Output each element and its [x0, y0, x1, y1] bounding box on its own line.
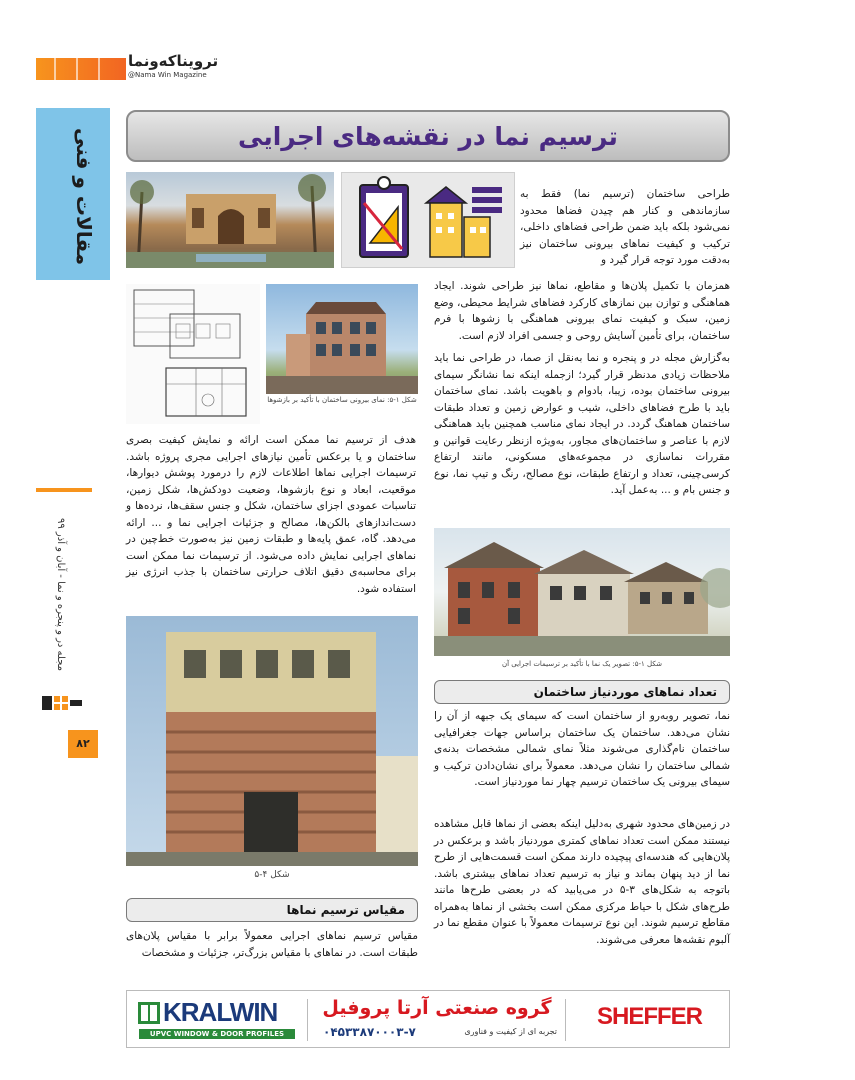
section-heading-facade-count [434, 680, 730, 704]
body-paragraph-2: هدف از ترسیم نما ممکن است ارائه و نمایش کیفیت بصری ساختمان و یا برعکس تأمین نیازهای اجرایی مجری پروژه باشد. ترسیمات اجرایی نماها اطلاعات لازم را درمورد پوشش دیوارها، موقعیت، ابعاد و نوع بازشوها، وضعیت دودکش‌ها، شکل زمین، تناسبات عمودی اجزای ساختمان، شکل و جنس سقف‌ها، نرده‌ها و دست‌اندازهای بالکن‌ها، مصالح و جزئیات اجرایی نما و ... ارائه می‌دهد. گاه، عمق پایه‌ها و طبقات زمین نیز به‌صورت خط‌چین در نماهای اجرایی نمایش داده می‌شود. از ترسیمات نما ممکن است برای محاسبه‌ی دقیق اتلاف حرارتی ساختمان با جذب انرژی نیز استفاده شود. [126, 434, 416, 595]
kralwin-subtitle: UPVC WINDOW & DOOR PROFILES [139, 1029, 295, 1039]
row-houses-photo [434, 528, 730, 656]
courtyard-photo [126, 172, 334, 268]
plan-drawing [126, 284, 260, 424]
kralwin-window-icon [137, 1001, 161, 1025]
page-number: ۸۲ [68, 730, 98, 758]
body-paragraph-1: به‌گزارش مجله در و پنجره و نما به‌نقل از صما، در طراحی نما باید ملاحظات زیادی مدنظر قرار گیرد؛ ازجمله اینکه نما نشانگر سیمای بیرونی ساختمان بوده، زیبا، بادوام و باهویت باشد. نمای ساختمان باید با طرح فضاهای داخلی، شیب و عوارض زمین و تعداد طبقات ساختمان هماهنگ گردد. در ایجاد نمای مناسب همچنین باید هماهنگی لازم با عناصر و ساختمان‌های مجاور، به‌ویژه ازنظر رعایت قوانین و مقررات نماسازی در مجموعه‌های مسکونی، مانند ارتفاع کرسی‌چینی، تعداد و ارتفاع طبقات، نوع مصالح، رنگ و تیپ نما، نوع و جنس بام و ... به‌عمل آید. [434, 352, 730, 496]
ad-divider-left [307, 999, 308, 1041]
figure-caption-3: شکل ۴-۵ [254, 870, 290, 880]
figure-caption-2: شکل ۱-۵: تصویر یک نما با تأکید بر ترسیمات اجرایی آن [501, 660, 663, 668]
magazine-logo-en: @Nama Win Magazine [128, 71, 207, 79]
category-label: مقالات و فنی [72, 128, 96, 266]
section2-paragraph: مقیاس ترسیم نماهای اجرایی معمولاً برابر با مقیاس پلان‌های طبقات است. در نماهای با مقیاس بزرگ‌تر، جزئیات و مشخصات [126, 930, 418, 959]
figure-caption-1: شکل ۱-۵: نمای بیرونی ساختمان با تأکید بر بازشوها [267, 396, 417, 404]
intro-paragraph: طراحی ساختمان (ترسیم نما) فقط به سازماندهی و کنار هم چیدن فضاها محدود نمی‌شود بلکه باید ضمن طراحی فضاهای داخلی، ترکیب و کیفیت نماهای بیرونی ساختمان نیز به‌دقت مورد توجه قرار گیرد و [520, 188, 730, 266]
kralwin-brand: KRALWIN [163, 997, 278, 1027]
magazine-logo [128, 52, 238, 82]
ad-phone: ۰۴۵۳۳۸۷۰۰۰۳-۷ [323, 1025, 416, 1039]
article-title-box [126, 110, 730, 162]
building-render-photo [266, 284, 418, 394]
section-heading-scale [126, 898, 418, 922]
intro-continuation: همزمان با تکمیل پلان‌ها و مقاطع، نماها نیز طراحی شوند. ایجاد هماهنگی و توازن بین نمازهای کارکرد فضاهای شرایط محیطی، وضع زمین، سبک و کیفیت نمای بیرونی هماهنگی با زشوها با فرم ساختمان، برای تأمین آسایش روحی و جسمی افراد لازم است. [434, 280, 730, 342]
ad-company-name: گروه صنعتی آرتا پروفیل [322, 997, 552, 1019]
kralwin-logo [137, 997, 297, 1041]
section-title-facade-count: تعداد نماهای موردنیاز ساختمان [533, 685, 717, 699]
journal-issue: مجله در و پنجره و نما - آبان و آذر ۹۹ [55, 518, 66, 672]
magazine-mini-logo-icon [40, 692, 84, 714]
side-divider [36, 488, 92, 492]
section1-paragraph-1: نما، تصویر روبه‌رو از ساختمان است که سیمای یک جبهه از آن را نشان می‌دهد. ساختمان یک ساختمان براساس جهات جغرافیایی ساختمان نام‌گذاری می‌شوند مثلاً نمای شمالی مشخصات بدنه‌ی شمالی ساختمان را نشان می‌دهد. معمولاً برای نشان‌دادن ترکیب و سیمای بیرونی یک ساختمان ترسیم چهار نما موردنیاز است. [434, 710, 730, 788]
ad-divider-right [565, 999, 566, 1041]
sheffer-brand: SHEFFER [597, 1003, 703, 1030]
section1-paragraph-2: در زمین‌های محدود شهری به‌دلیل اینکه بعضی از نماها قابل مشاهده نیستند ممکن است تعداد نماهای کمتری موردنیاز باشد و برعکس در پلان‌هایی که هندسه‌ای پیچیده دارند ممکن است قسمت‌هایی از طرح نما از دید پنهان بماند و نیاز به ترسیم تعداد نماهای بیشتری باشد. باتوجه به شکل‌های ۳-۵ در می‌یابید که در بعضی طرح‌ها مانند طرح‌های شکل با حیاط مرکزی ممکن است بخشی از نماها به‌همراه مقاطع ترسیم شوند. این نوع ترسیمات معمولاً با عنوان مقطع نما در آلبوم نقشه‌ها معرفی می‌شوند. [434, 818, 730, 946]
category-tab [36, 108, 110, 280]
blueprint-illustration [341, 172, 515, 268]
article-title: ترسیم نما در نقشه‌های اجرایی [238, 122, 618, 151]
section-title-scale: مقیاس ترسیم نماها [286, 903, 405, 917]
ad-slogan: تجربه ای از کیفیت و فناوری [464, 1027, 557, 1036]
footer-advertisement[interactable] [126, 990, 730, 1048]
header-color-strip [36, 58, 126, 80]
tower-building-photo [126, 616, 418, 866]
magazine-logo-fa: ترویناکه‌ونما [128, 52, 219, 70]
